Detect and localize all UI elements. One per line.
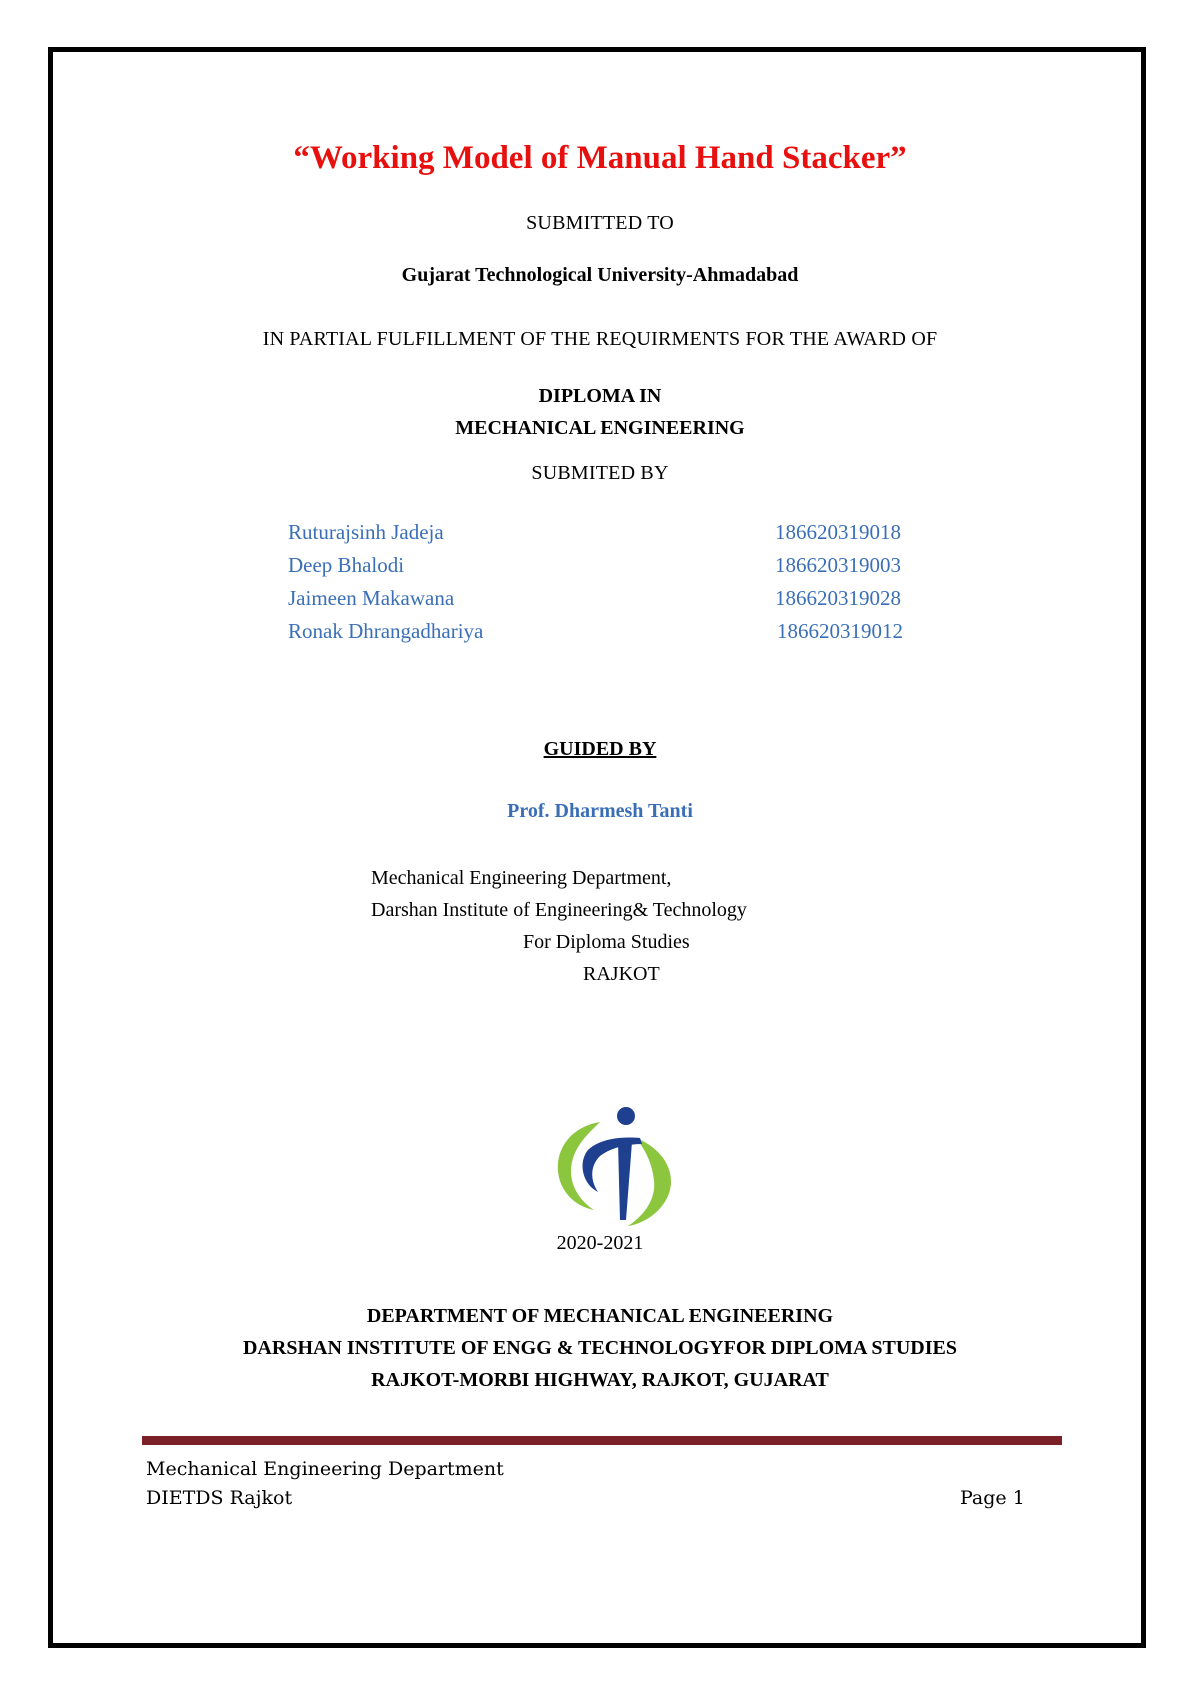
footer-divider bbox=[142, 1436, 1062, 1445]
student-enrollment: 186620319003 bbox=[775, 553, 901, 577]
student-row bbox=[288, 619, 928, 652]
document-title: “Working Model of Manual Hand Stacker” bbox=[293, 140, 907, 176]
student-name: Ruturajsinh Jadeja bbox=[288, 520, 444, 544]
page-border bbox=[48, 47, 1146, 1648]
logo-green-swoosh-left bbox=[558, 1122, 600, 1210]
student-row bbox=[288, 553, 928, 586]
institution-block bbox=[0, 1300, 1200, 1396]
footer-line-2: DIETDS Rajkot bbox=[146, 1487, 293, 1509]
student-enrollment: 186620319018 bbox=[775, 520, 901, 544]
student-row bbox=[288, 586, 928, 619]
logo-blue-stem bbox=[618, 1142, 632, 1220]
institution-line-1: DEPARTMENT OF MECHANICAL ENGINEERING bbox=[366, 1305, 834, 1327]
university-name: Gujarat Technological University-Ahmadabad bbox=[401, 264, 799, 286]
student-name: Deep Bhalodi bbox=[288, 553, 405, 577]
institution-line-2: DARSHAN INSTITUTE OF ENGG & TECHNOLOGYFOR DIPLOMA STUDIES bbox=[242, 1337, 957, 1359]
student-enrollment: 186620319028 bbox=[775, 586, 901, 610]
degree-block bbox=[0, 380, 1200, 444]
guided-by-label: GUIDED BY bbox=[543, 738, 657, 760]
logo-blue-arc bbox=[583, 1138, 642, 1193]
logo-green-swoosh-right bbox=[628, 1138, 671, 1226]
department-line-4: RAJKOT bbox=[583, 963, 660, 985]
guide-name: Prof. Dharmesh Tanti bbox=[507, 800, 693, 822]
student-enrollment: 186620319012 bbox=[777, 619, 903, 643]
partial-fulfillment-text: IN PARTIAL FULFILLMENT OF THE REQUIRMENTS FOR THE AWARD OF bbox=[262, 328, 938, 350]
department-line-3: For Diploma Studies bbox=[523, 931, 690, 953]
page-number: Page 1 bbox=[960, 1487, 1025, 1509]
degree-line-2: MECHANICAL ENGINEERING bbox=[455, 417, 745, 439]
institution-line-3: RAJKOT-MORBI HIGHWAY, RAJKOT, GUJARAT bbox=[371, 1369, 829, 1391]
footer-left bbox=[146, 1455, 504, 1513]
submitted-to-label: SUBMITTED TO bbox=[526, 212, 674, 234]
department-address-block bbox=[371, 862, 747, 990]
academic-year: 2020-2021 bbox=[556, 1232, 644, 1254]
student-row bbox=[288, 520, 928, 553]
logo-blue-dot bbox=[617, 1107, 635, 1125]
student-name: Ronak Dhrangadhariya bbox=[288, 619, 484, 643]
footer-line-1: Mechanical Engineering Department bbox=[146, 1458, 504, 1480]
student-name: Jaimeen Makawana bbox=[288, 586, 455, 610]
logo-graphic bbox=[542, 1098, 692, 1228]
submitted-by-label: SUBMITED BY bbox=[531, 462, 669, 484]
darshan-institute-logo-icon bbox=[542, 1098, 692, 1228]
department-line-1: Mechanical Engineering Department, bbox=[371, 867, 672, 889]
degree-line-1: DIPLOMA IN bbox=[538, 385, 662, 407]
department-line-2: Darshan Institute of Engineering& Technology bbox=[371, 899, 747, 921]
student-list bbox=[288, 520, 928, 652]
